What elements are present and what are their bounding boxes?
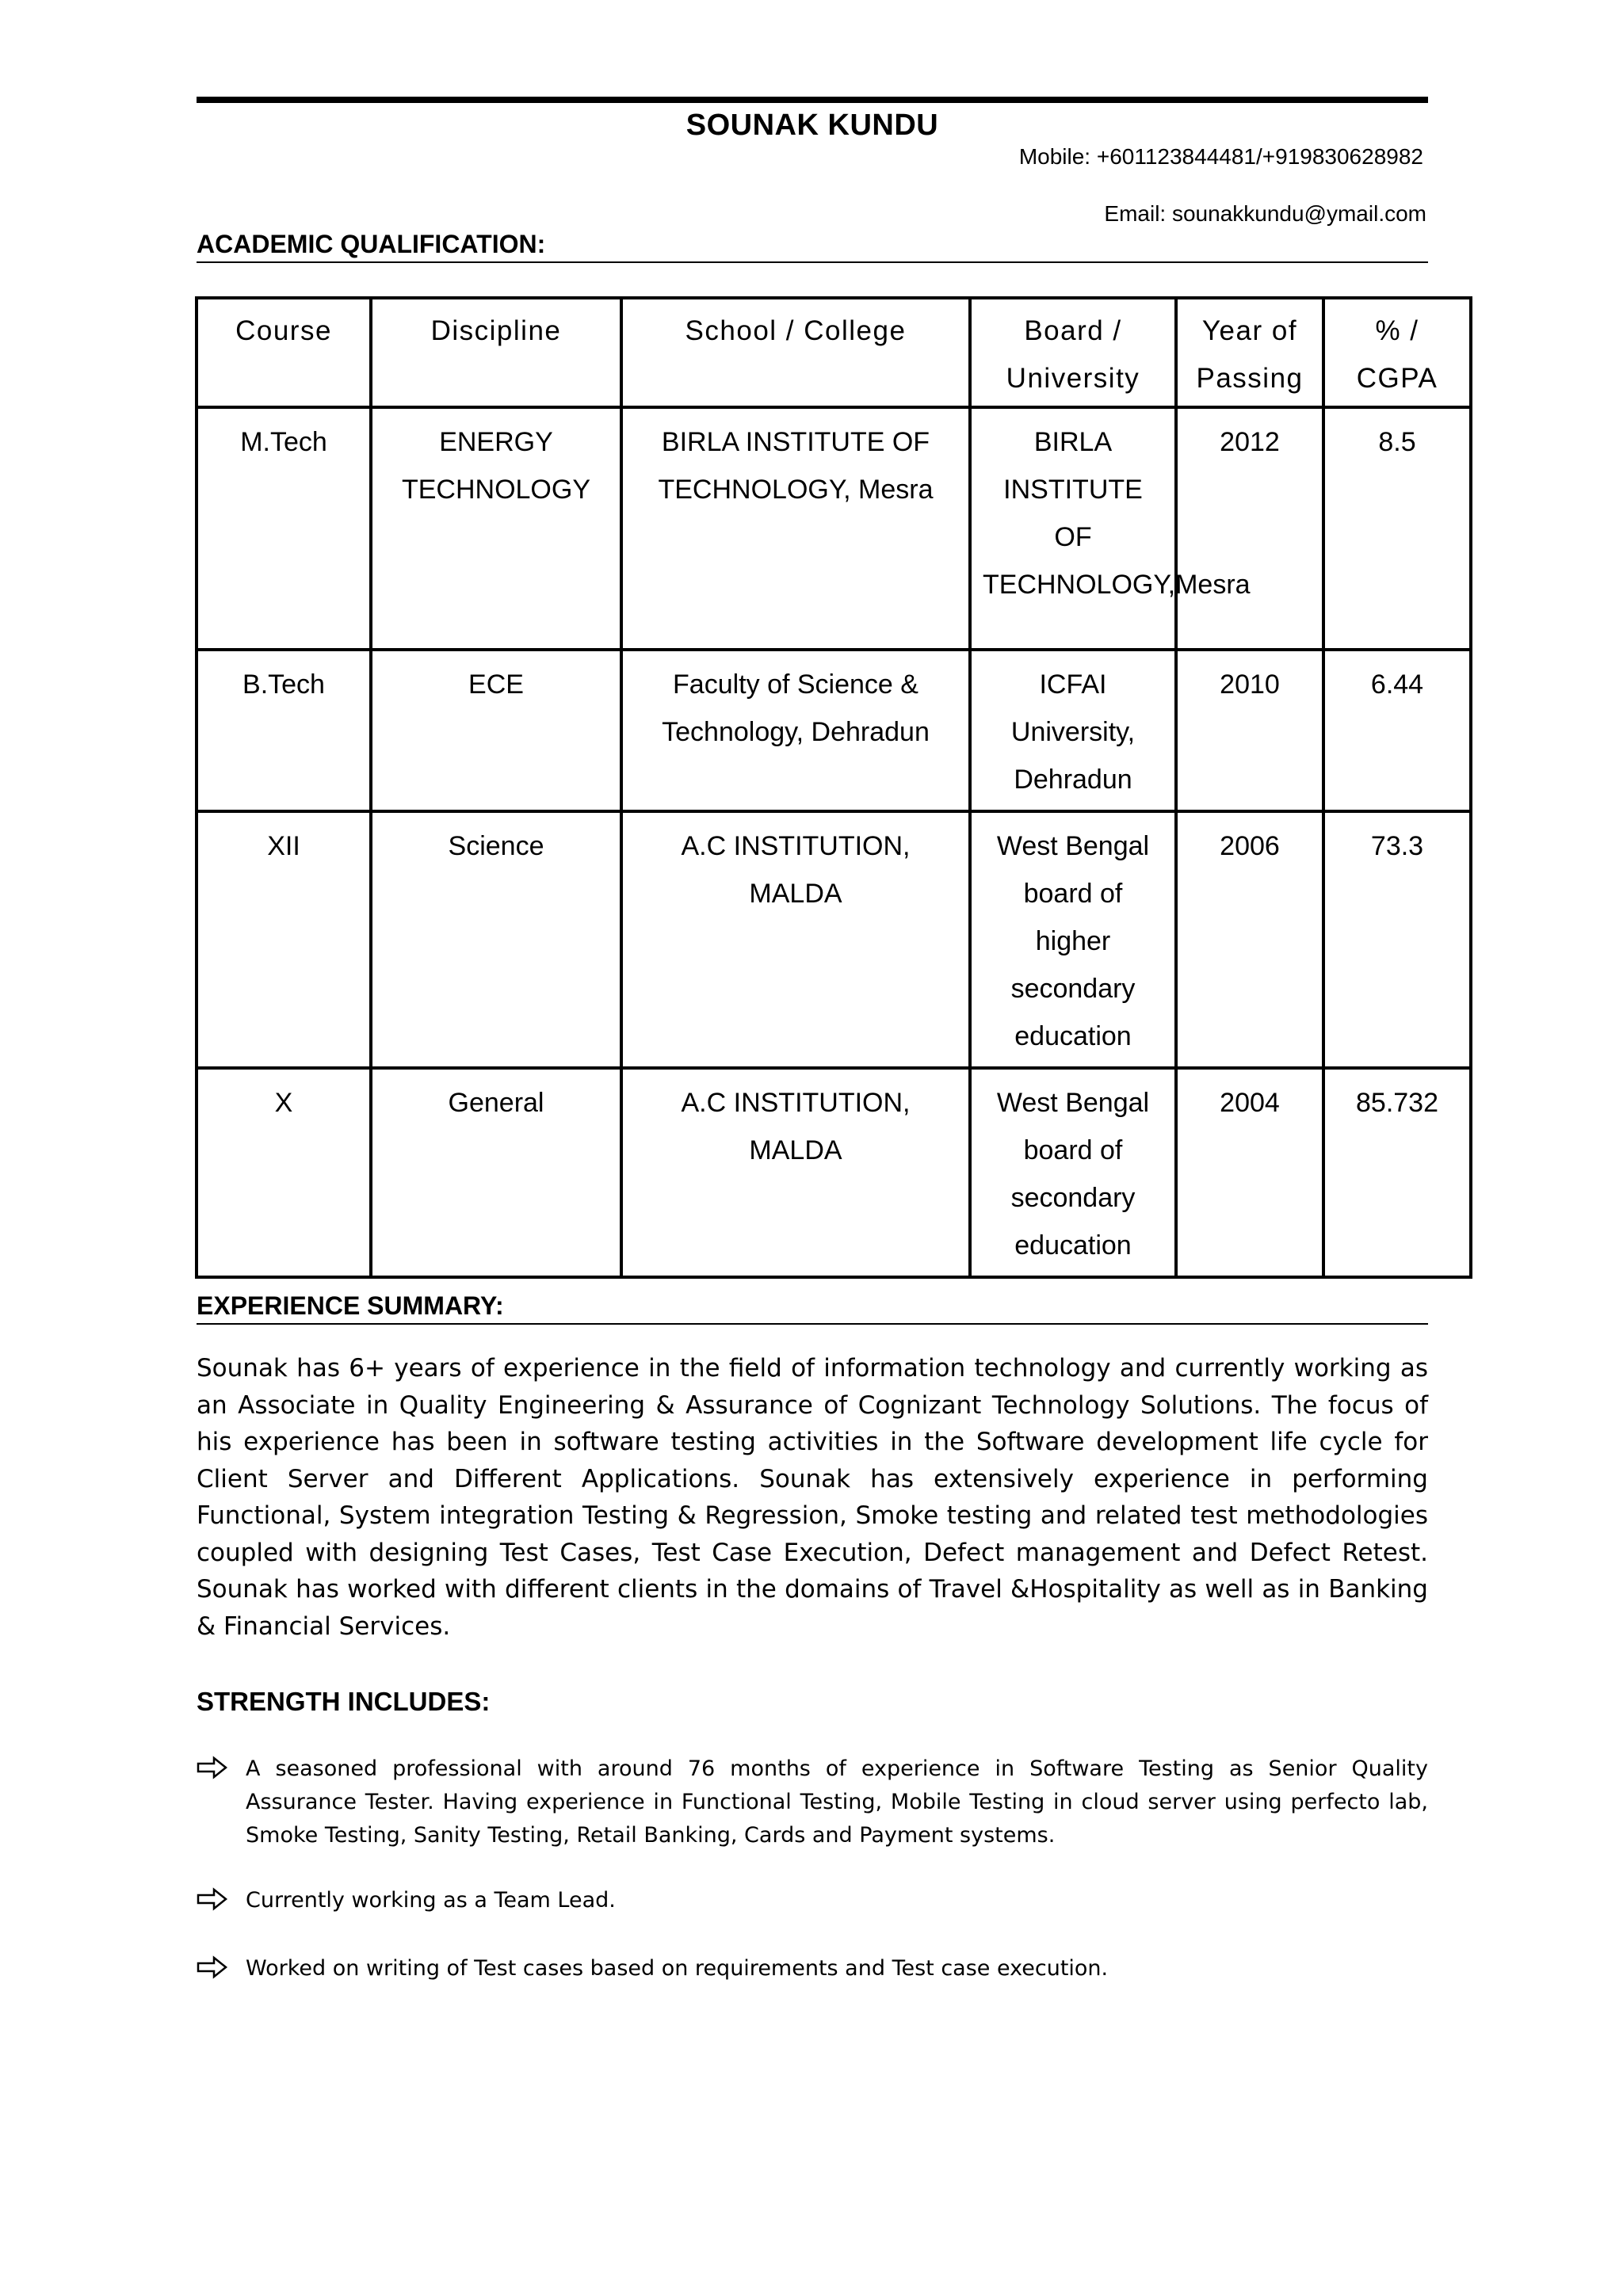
strength-text: A seasoned professional with around 76 months of experience in Software Testing as Senior Quality Assurance Tester. Having experience in Functional Testing, Mobile Testing in cloud server using perfecto lab, Smoke Testing, Sanity Testing, Retail Banking, Cards and Payment systems. bbox=[246, 1756, 1428, 1848]
cell-course: XII bbox=[197, 811, 371, 1068]
cell-course: M.Tech bbox=[197, 407, 371, 650]
academic-qualification-heading: ACADEMIC QUALIFICATION: bbox=[197, 228, 1428, 263]
candidate-name: SOUNAK KUNDU bbox=[685, 109, 939, 142]
cell-discipline: ENERGY TECHNOLOGY bbox=[371, 407, 621, 650]
arrow-right-outline-icon bbox=[197, 1756, 228, 1779]
cell-board-university: BIRLA INSTITUTE OF TECHNOLOGY,Mesra bbox=[970, 407, 1176, 650]
cell-percent-cgpa: 73.3 bbox=[1323, 811, 1471, 1068]
cell-discipline: Science bbox=[371, 811, 621, 1068]
cell-percent-cgpa: 85.732 bbox=[1323, 1068, 1471, 1277]
column-header-board-university: Board / University bbox=[970, 298, 1176, 407]
cell-school-college: A.C INSTITUTION, MALDA bbox=[621, 1068, 970, 1277]
column-header-school-college: School / College bbox=[621, 298, 970, 407]
table-header-row bbox=[197, 298, 1471, 407]
table-row bbox=[197, 650, 1471, 811]
cell-year-of-passing: 2004 bbox=[1176, 1068, 1323, 1277]
cell-school-college: A.C INSTITUTION, MALDA bbox=[621, 811, 970, 1068]
cell-board-university: West Bengal board of higher secondary education bbox=[970, 811, 1176, 1068]
list-item bbox=[197, 1952, 1428, 1985]
header-rule bbox=[197, 97, 1428, 103]
experience-summary-heading: EXPERIENCE SUMMARY: bbox=[197, 1290, 1428, 1325]
cell-percent-cgpa: 6.44 bbox=[1323, 650, 1471, 811]
email-address: Email: sounakkundu@ymail.com bbox=[1104, 201, 1426, 226]
column-header-discipline: Discipline bbox=[371, 298, 621, 407]
arrow-right-outline-icon bbox=[197, 1955, 228, 1979]
cell-school-college: BIRLA INSTITUTE OF TECHNOLOGY, Mesra bbox=[621, 407, 970, 650]
mobile-number: Mobile: +601123844481/+919830628982 bbox=[1018, 144, 1423, 169]
strength-text: Currently working as a Team Lead. bbox=[246, 1888, 616, 1913]
column-header-percent-cgpa: % / CGPA bbox=[1323, 298, 1471, 407]
strengths-list bbox=[197, 1753, 1428, 1985]
arrow-right-outline-icon bbox=[197, 1887, 228, 1911]
strength-includes-heading: STRENGTH INCLUDES: bbox=[197, 1687, 491, 1716]
cell-discipline: General bbox=[371, 1068, 621, 1277]
list-item bbox=[197, 1753, 1428, 1852]
cell-course: X bbox=[197, 1068, 371, 1277]
academic-qualification-table bbox=[195, 296, 1472, 1279]
cell-school-college: Faculty of Science & Technology, Dehradun bbox=[621, 650, 970, 811]
list-item bbox=[197, 1884, 1428, 1917]
cell-percent-cgpa: 8.5 bbox=[1323, 407, 1471, 650]
cell-board-university: ICFAI University, Dehradun bbox=[970, 650, 1176, 811]
table-row bbox=[197, 407, 1471, 650]
table-row bbox=[197, 811, 1471, 1068]
experience-summary-paragraph: Sounak has 6+ years of experience in the field of information technology and currently working as an Associate in Quality Engineering & Assurance of Cognizant Technology Solutions. The focus of his experience has been in software testing activities in the Software development life cycle for Client Server and Different Applications. Sounak has extensively experience in performing Functional, System integration Testing & Regression, Smoke testing and related test methodologies coupled with designing Test Cases, Test Case Execution, Defect management and Defect Retest. Sounak has worked with different clients in the domains of Travel &Hospitality as well as in Banking & Financial Services. bbox=[197, 1354, 1428, 1641]
cell-year-of-passing: 2012 bbox=[1176, 407, 1323, 650]
cell-board-university: West Bengal board of secondary education bbox=[970, 1068, 1176, 1277]
cell-discipline: ECE bbox=[371, 650, 621, 811]
cell-course: B.Tech bbox=[197, 650, 371, 811]
table-row bbox=[197, 1068, 1471, 1277]
column-header-year-of-passing: Year of Passing bbox=[1176, 298, 1323, 407]
strength-text: Worked on writing of Test cases based on requirements and Test case execution. bbox=[246, 1956, 1109, 1981]
column-header-course: Course bbox=[197, 298, 371, 407]
cell-year-of-passing: 2006 bbox=[1176, 811, 1323, 1068]
cell-year-of-passing: 2010 bbox=[1176, 650, 1323, 811]
